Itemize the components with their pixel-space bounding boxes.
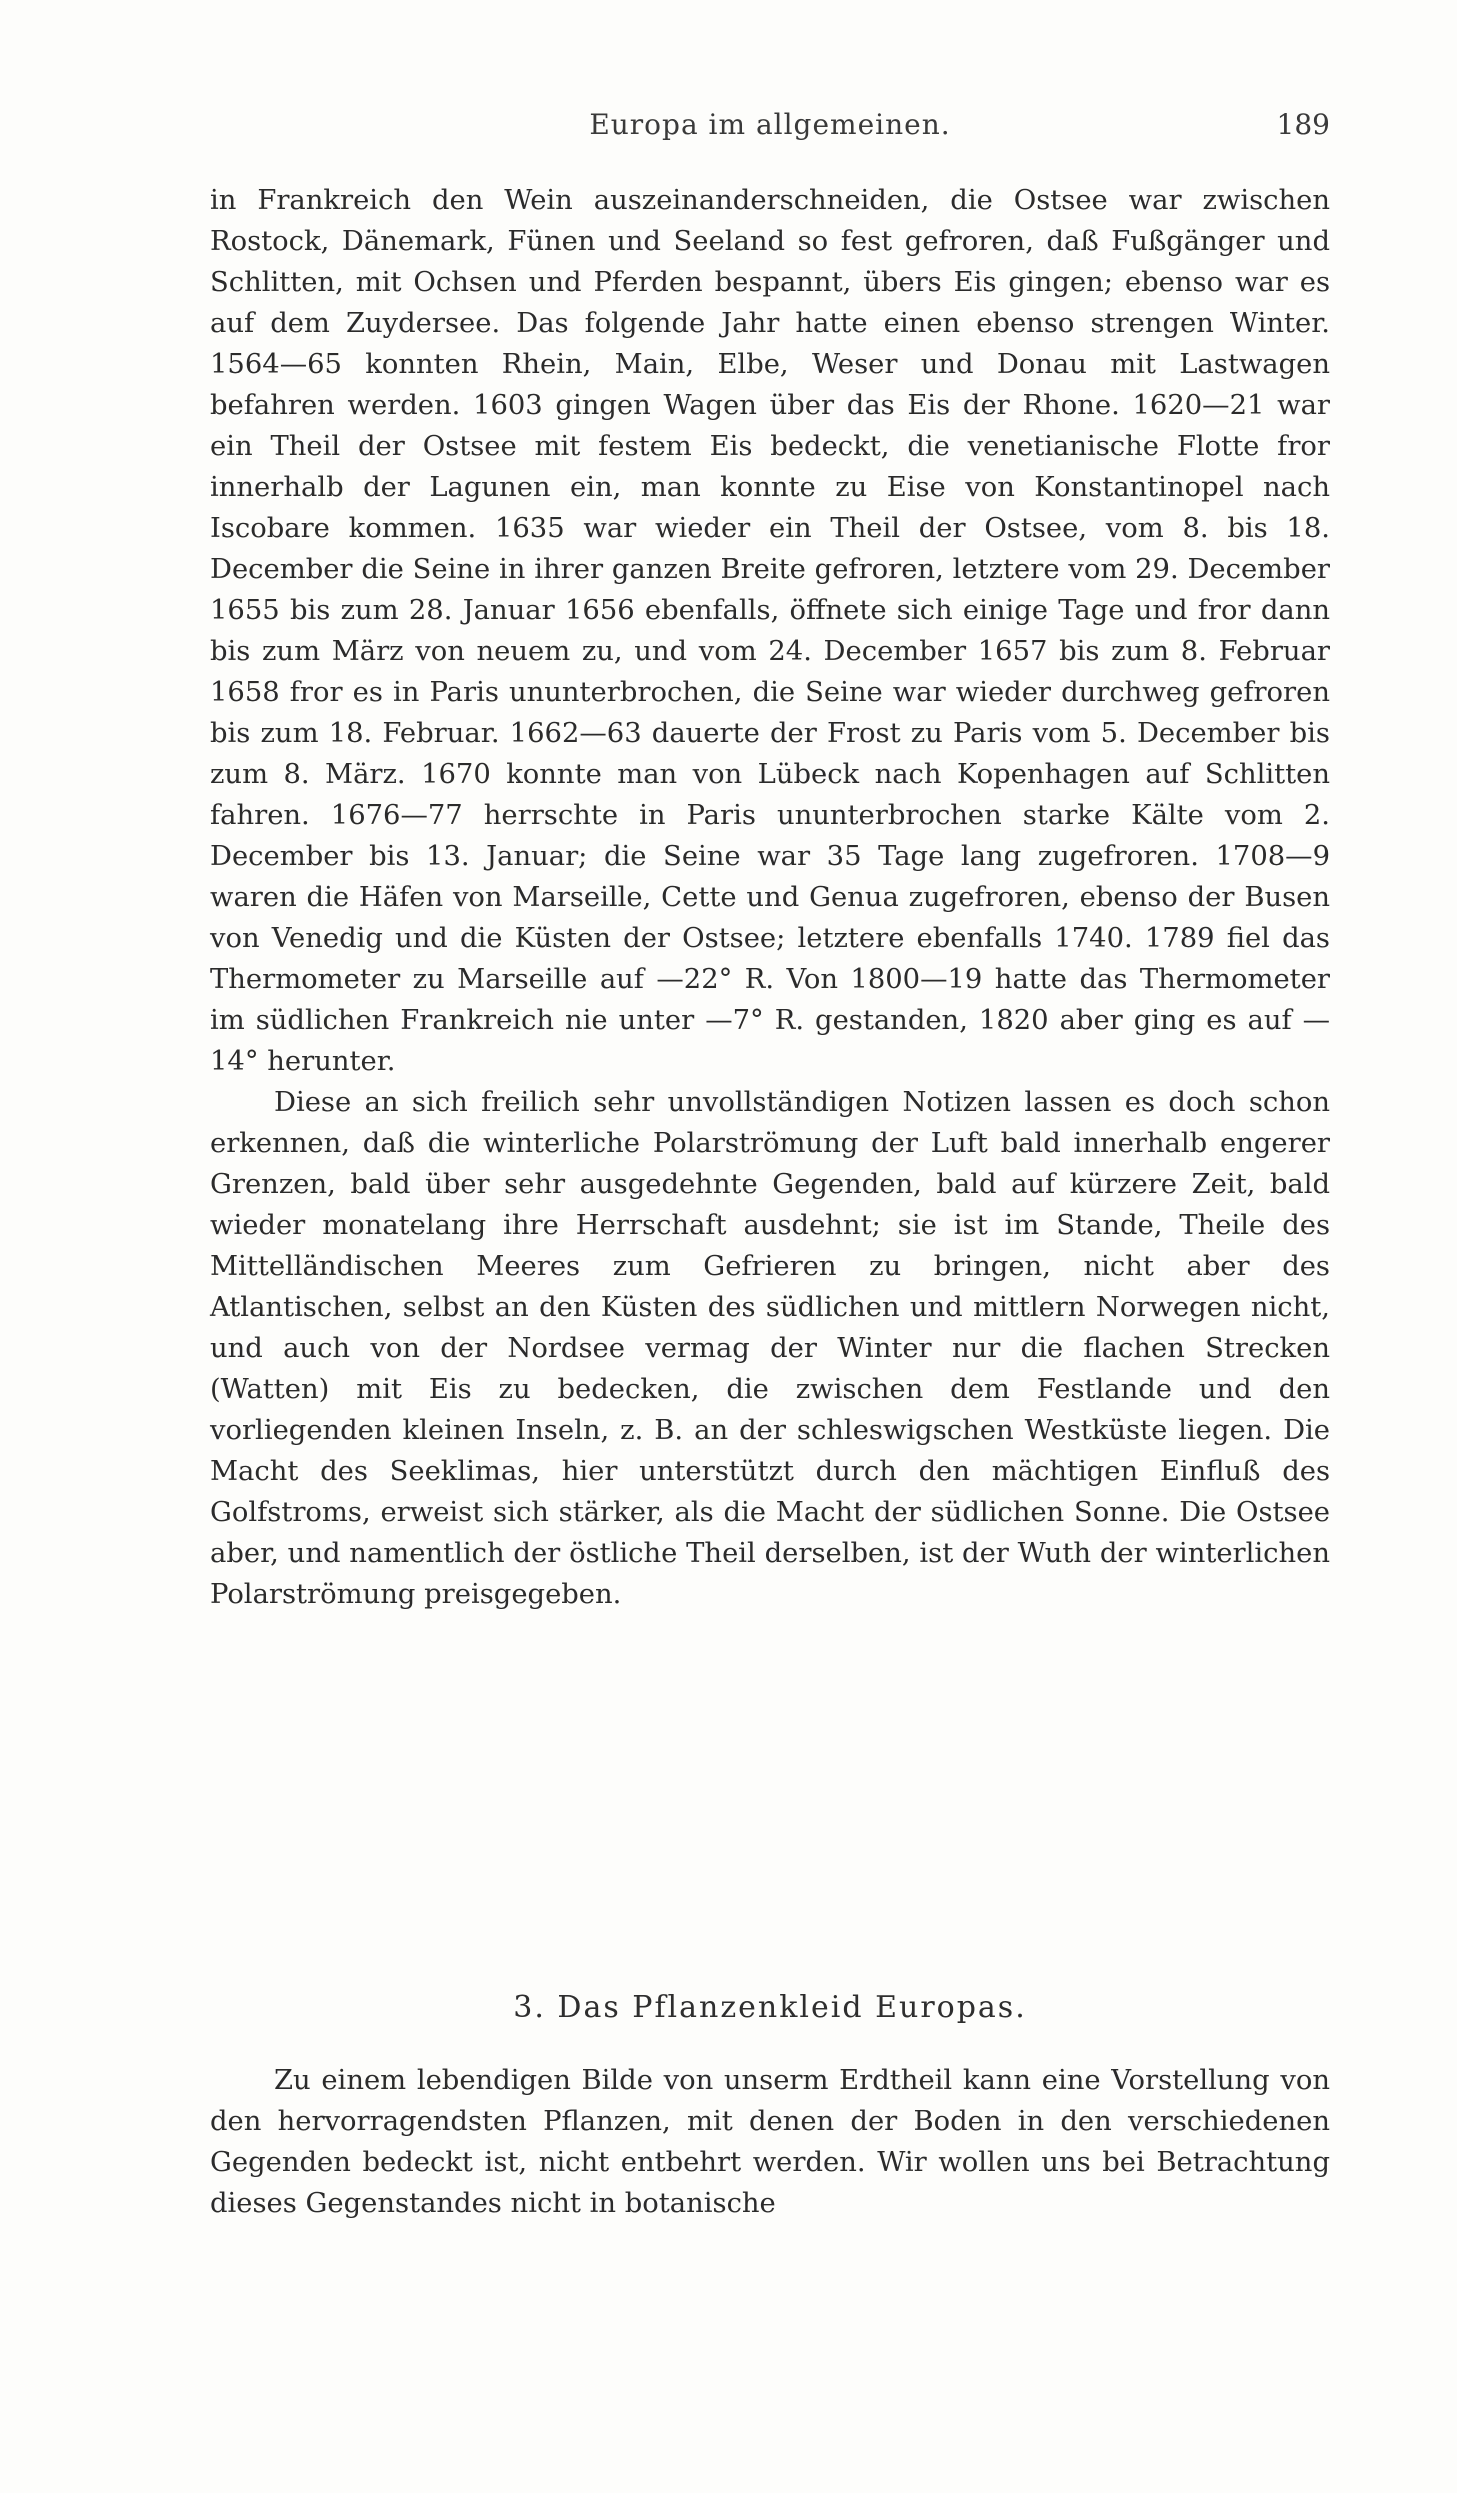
paragraph-winter-chronicle: in Frankreich den Wein auszeinanderschneiden, die Ostsee war zwischen Rostock, Dänemark, Fünen und Seeland so fest gefroren, daß Fußgänger und Schlitten, mit Ochsen und Pferden bespannt, übers Eis gingen; ebenso war es auf dem Zuydersee. Das folgende Jahr hatte einen ebenso strengen Winter. 1564—65 konnten Rhein, Main, Elbe, Weser und Donau mit Lastwagen befahren werden. 1603 gingen Wagen über das Eis der Rhone. 1620—21 war ein Theil der Ostsee mit festem Eis bedeckt, die venetianische Flotte fror innerhalb der Lagunen ein, man konnte zu Eise von Konstantinopel nach Iscobare kommen. 1635 war wieder ein Theil der Ostsee, vom 8. bis 18. December die Seine in ihrer ganzen Breite gefroren, letztere vom 29. December 1655 bis zum 28. Januar 1656 ebenfalls, öffnete sich einige Tage und fror dann bis zum März von neuem zu, und vom 24. December 1657 bis zum 8. Februar 1658 fror es in Paris ununterbrochen, die Seine war wieder durchweg gefroren bis zum 18. Februar. 1662—63 dauerte der Frost zu Paris vom 5. December bis zum 8. März. 1670 konnte man von Lübeck nach Kopenhagen auf Schlitten fahren. 1676—77 herrschte in Paris ununterbrochen starke Kälte vom 2. December bis 13. Januar; die Seine war 35 Tage lang zugefroren. 1708—9 waren die Häfen von Marseille, Cette und Genua zugefroren, ebenso der Busen von Venedig und die Küsten der Ostsee; letztere ebenfalls 1740. 1789 fiel das Thermometer zu Marseille auf —22° R. Von 1800—19 hatte das Thermometer im südlichen Frankreich nie unter —7° R. gestanden, 1820 aber ging es auf —14° herunter. [210, 185, 1330, 1077]
page-number: 189 [1276, 108, 1330, 141]
section-heading: 3. Das Pflanzenkleid Europas. [513, 1990, 1027, 2025]
running-title: Europa im allgemeinen. [589, 108, 951, 141]
body-text [210, 180, 1330, 1615]
section-text [210, 2060, 1330, 2224]
paragraph-plant-cover: Zu einem lebendigen Bilde von unserm Erdtheil kann eine Vorstellung von den hervorragendsten Pflanzen, mit denen der Boden in den verschiedenen Gegenden bedeckt ist, nicht entbehrt werden. Wir wollen uns bei Betrachtung dieses Gegenstandes nicht in botanische [210, 2065, 1330, 2219]
running-head [210, 108, 1330, 148]
paragraph-polar-current: Diese an sich freilich sehr unvollständigen Notizen lassen es doch schon erkennen, daß die winterliche Polarströmung der Luft bald innerhalb engerer Grenzen, bald über sehr ausgedehnte Gegenden, bald auf kürzere Zeit, bald wieder monatelang ihre Herrschaft ausdehnt; sie ist im Stande, Theile des Mittelländischen Meeres zum Gefrieren zu bringen, nicht aber des Atlantischen, selbst an den Küsten des südlichen und mittlern Norwegen nicht, und auch von der Nordsee vermag der Winter nur die flachen Strecken (Watten) mit Eis zu bedecken, die zwischen dem Festlande und den vorliegenden kleinen Inseln, z. B. an der schleswigschen Westküste liegen. Die Macht des Seeklimas, hier unterstützt durch den mächtigen Einfluß des Golfstroms, erweist sich stärker, als die Macht der südlichen Sonne. Die Ostsee aber, und namentlich der östliche Theil derselben, ist der Wuth der winterlichen Polarströmung preisgegeben. [210, 1087, 1330, 1610]
